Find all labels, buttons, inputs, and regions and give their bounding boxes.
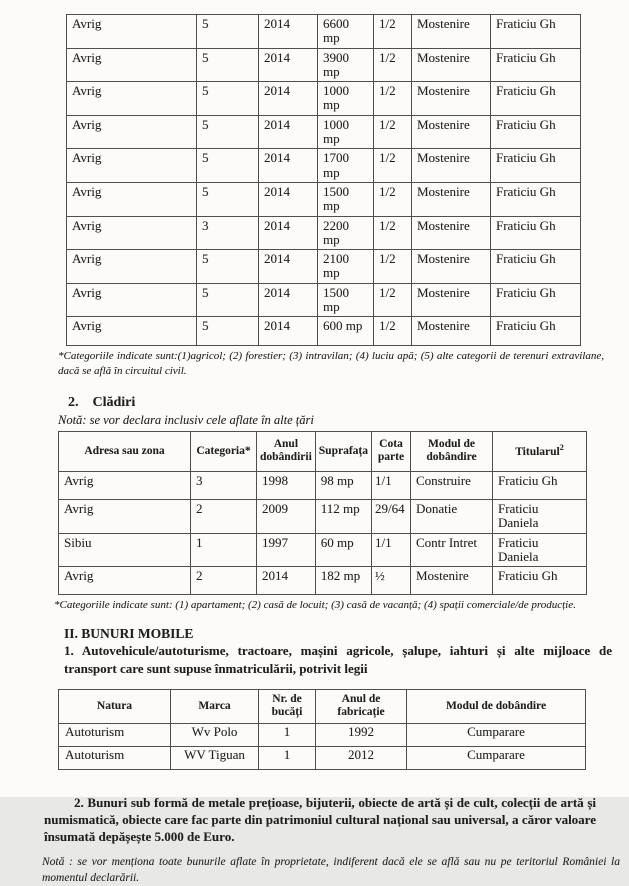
zona-cell: Avrig: [67, 15, 197, 49]
nr-cell: 1: [259, 723, 316, 746]
anul-cell: 2014: [259, 182, 318, 216]
zona-cell: Avrig: [67, 283, 197, 317]
cladiri-section-number: 2.: [68, 394, 79, 410]
suprafata-cell: 1000 mp: [318, 115, 374, 149]
header-titularul: Titularul$^2$: [492, 431, 586, 471]
valuables-intro: 2. Bunuri sub formă de metale prețioase, bijuterii, obiecte de artă și de cult, colecții de artă și numismatică, obiecte care fac parte din patrimoniul cultural național sau universal, a căror valoare însumată depășește 5.000 de Euro.: [44, 794, 596, 845]
categoria-cell: 5: [197, 149, 259, 183]
titular-cell: Fraticiu Gh: [491, 182, 581, 216]
titular-cell: Fraticiu Gh: [491, 15, 581, 49]
land-row: [67, 250, 581, 284]
header-adresa: Adresa sau zona: [59, 431, 191, 471]
land-row: [67, 149, 581, 183]
modul-cell: Mostenire: [412, 317, 491, 346]
cota-cell: 1/2: [374, 82, 412, 116]
modul-cell: Mostenire: [412, 48, 491, 82]
suprafata-cell: 182 mp: [315, 567, 371, 595]
modul-cell: Contr Intret: [410, 533, 492, 567]
building-row: [59, 471, 587, 499]
titular-cell: Fraticiu Gh: [492, 567, 586, 595]
modul-cell: Mostenire: [412, 250, 491, 284]
cota-cell: 1/2: [374, 250, 412, 284]
land-row: [67, 216, 581, 250]
titular-cell: Fraticiu Gh: [491, 82, 581, 116]
header-cota-parte: Cota parte: [371, 431, 410, 471]
modul-cell: Donatie: [410, 499, 492, 533]
anul-cell: 2014: [259, 48, 318, 82]
titular-cell: Fraticiu Daniela: [492, 499, 586, 533]
titular-cell: Fraticiu Gh: [491, 115, 581, 149]
categoria-cell: 5: [197, 283, 259, 317]
zona-cell: Avrig: [67, 115, 197, 149]
anul-cell: 1997: [257, 533, 316, 567]
zona-cell: Avrig: [67, 48, 197, 82]
categoria-cell: 2: [191, 567, 257, 595]
titular-cell: Fraticiu Gh: [491, 48, 581, 82]
suprafata-cell: 2200 mp: [318, 216, 374, 250]
land-row: [67, 82, 581, 116]
modul-cell: Mostenire: [412, 82, 491, 116]
cota-cell: 1/2: [374, 182, 412, 216]
land-footnote: *Categoriile indicate sunt:(1)agricol; (2) forestier; (3) intravilan; (4) luciu apă; (5) alte categorii de terenuri extravilane, dacă se află în circuitul civil.: [58, 350, 604, 377]
land-row: [67, 48, 581, 82]
anul-cell: 2014: [259, 149, 318, 183]
marca-cell: WV Tiguan: [171, 746, 259, 769]
cota-cell: 1/1: [371, 533, 410, 567]
zona-cell: Avrig: [59, 471, 191, 499]
suprafata-cell: 600 mp: [318, 317, 374, 346]
zona-cell: Avrig: [67, 317, 197, 346]
building-row: [59, 567, 587, 595]
cladiri-section-heading: [68, 395, 629, 411]
titular-cell: Fraticiu Gh: [491, 283, 581, 317]
zona-cell: Avrig: [59, 499, 191, 533]
building-row: [59, 533, 587, 567]
nr-cell: 1: [259, 746, 316, 769]
header-anul-fabricatie: Anul de fabricație: [316, 689, 407, 723]
vehicles-intro: 1. Autovehicule/autoturisme, tractoare, mașini agricole, șalupe, iahturi și alte mijloace de transport care sunt supuse înmatriculării, potrivit legii: [64, 643, 612, 676]
vehicles-table: [58, 689, 586, 770]
anul-cell: 2014: [259, 115, 318, 149]
header-marca: Marca: [171, 689, 259, 723]
footnote-ref: 2: [559, 443, 564, 453]
modul-cell: Mostenire: [412, 182, 491, 216]
anul-cell: 1992: [316, 723, 407, 746]
natura-cell: Autoturism: [59, 723, 171, 746]
categoria-cell: 3: [197, 216, 259, 250]
suprafata-cell: 1500 mp: [318, 182, 374, 216]
anul-cell: 2014: [257, 567, 316, 595]
buildings-table: [58, 431, 587, 595]
titular-cell: Fraticiu Gh: [491, 317, 581, 346]
cota-cell: 1/1: [371, 471, 410, 499]
suprafata-cell: 1700 mp: [318, 149, 374, 183]
categoria-cell: 2: [191, 499, 257, 533]
categoria-cell: 5: [197, 82, 259, 116]
suprafata-cell: 1000 mp: [318, 82, 374, 116]
header-anul-dobandirii: Anul dobândirii: [257, 431, 316, 471]
categoria-cell: 5: [197, 182, 259, 216]
modul-cell: Cumparare: [407, 746, 586, 769]
suprafata-cell: 98 mp: [315, 471, 371, 499]
cladiri-note: Notă: se vor declara inclusiv cele aflate în alte țări: [58, 412, 314, 427]
modul-cell: Mostenire: [412, 283, 491, 317]
anul-cell: 2009: [257, 499, 316, 533]
land-table: [66, 14, 581, 346]
titular-cell: Fraticiu Gh: [491, 216, 581, 250]
cota-cell: 1/2: [374, 317, 412, 346]
modul-cell: Construire: [410, 471, 492, 499]
anul-cell: 2014: [259, 82, 318, 116]
titular-cell: Fraticiu Gh: [491, 149, 581, 183]
zona-cell: Avrig: [67, 182, 197, 216]
modul-cell: Mostenire: [412, 15, 491, 49]
marca-cell: Wv Polo: [171, 723, 259, 746]
buildings-footnote: *Categoriile indicate sunt: (1) apartament; (2) casă de locuit; (3) casă de vacanță; (4) spații comerciale/de producție.: [54, 599, 576, 612]
categoria-cell: 3: [191, 471, 257, 499]
land-row: [67, 182, 581, 216]
modul-cell: Mostenire: [410, 567, 492, 595]
header-modul-dobandire: Modul de dobândire: [410, 431, 492, 471]
zona-cell: Sibiu: [59, 533, 191, 567]
land-row: [67, 283, 581, 317]
categoria-cell: 5: [197, 15, 259, 49]
anul-cell: 2014: [259, 283, 318, 317]
suprafata-cell: 112 mp: [315, 499, 371, 533]
header-natura: Natura: [59, 689, 171, 723]
suprafata-cell: 1500 mp: [318, 283, 374, 317]
bunuri-mobile-heading: II. BUNURI MOBILE: [64, 626, 194, 642]
titular-cell: Fraticiu Gh: [491, 250, 581, 284]
anul-cell: 2014: [259, 317, 318, 346]
suprafata-cell: 3900 mp: [318, 48, 374, 82]
modul-cell: Mostenire: [412, 115, 491, 149]
titular-cell: Fraticiu Daniela: [492, 533, 586, 567]
vehicles-header-row: [59, 689, 586, 723]
suprafata-cell: 2100 mp: [318, 250, 374, 284]
anul-cell: 1998: [257, 471, 316, 499]
header-nr-bucati: Nr. de bucăți: [259, 689, 316, 723]
cota-cell: 1/2: [374, 216, 412, 250]
cota-cell: 1/2: [374, 149, 412, 183]
land-row: [67, 15, 581, 49]
zona-cell: Avrig: [67, 149, 197, 183]
titular-cell: Fraticiu Gh: [492, 471, 586, 499]
vehicle-row: [59, 723, 586, 746]
bottom-note: Notă : se vor menționa toate bunurile aflate în proprietate, indiferent dacă ele se află sau nu pe teritoriul României la momentul declarării.: [42, 856, 620, 884]
categoria-cell: 5: [197, 48, 259, 82]
cota-cell: 1/2: [374, 283, 412, 317]
zona-cell: Avrig: [59, 567, 191, 595]
categoria-cell: 5: [197, 115, 259, 149]
cota-cell: ½: [371, 567, 410, 595]
cota-cell: 1/2: [374, 15, 412, 49]
modul-cell: Mostenire: [412, 149, 491, 183]
cota-cell: 29/64: [371, 499, 410, 533]
cota-cell: 1/2: [374, 48, 412, 82]
zona-cell: Avrig: [67, 216, 197, 250]
header-categoria: Categoria*: [191, 431, 257, 471]
anul-cell: 2014: [259, 15, 318, 49]
header-modul-dobandire: Modul de dobândire: [407, 689, 586, 723]
anul-cell: 2014: [259, 250, 318, 284]
land-row: [67, 115, 581, 149]
anul-cell: 2014: [259, 216, 318, 250]
building-row: [59, 499, 587, 533]
suprafata-cell: 60 mp: [315, 533, 371, 567]
cladiri-section-title: Clădiri: [92, 394, 136, 410]
categoria-cell: 5: [197, 317, 259, 346]
modul-cell: Cumparare: [407, 723, 586, 746]
zona-cell: Avrig: [67, 82, 197, 116]
land-row: [67, 317, 581, 346]
buildings-header-row: [59, 431, 587, 471]
cota-cell: 1/2: [374, 115, 412, 149]
categoria-cell: 1: [191, 533, 257, 567]
categoria-cell: 5: [197, 250, 259, 284]
natura-cell: Autoturism: [59, 746, 171, 769]
vehicle-row: [59, 746, 586, 769]
header-suprafata: Suprafața: [315, 431, 371, 471]
zona-cell: Avrig: [67, 250, 197, 284]
anul-cell: 2012: [316, 746, 407, 769]
modul-cell: Mostenire: [412, 216, 491, 250]
suprafata-cell: 6600 mp: [318, 15, 374, 49]
